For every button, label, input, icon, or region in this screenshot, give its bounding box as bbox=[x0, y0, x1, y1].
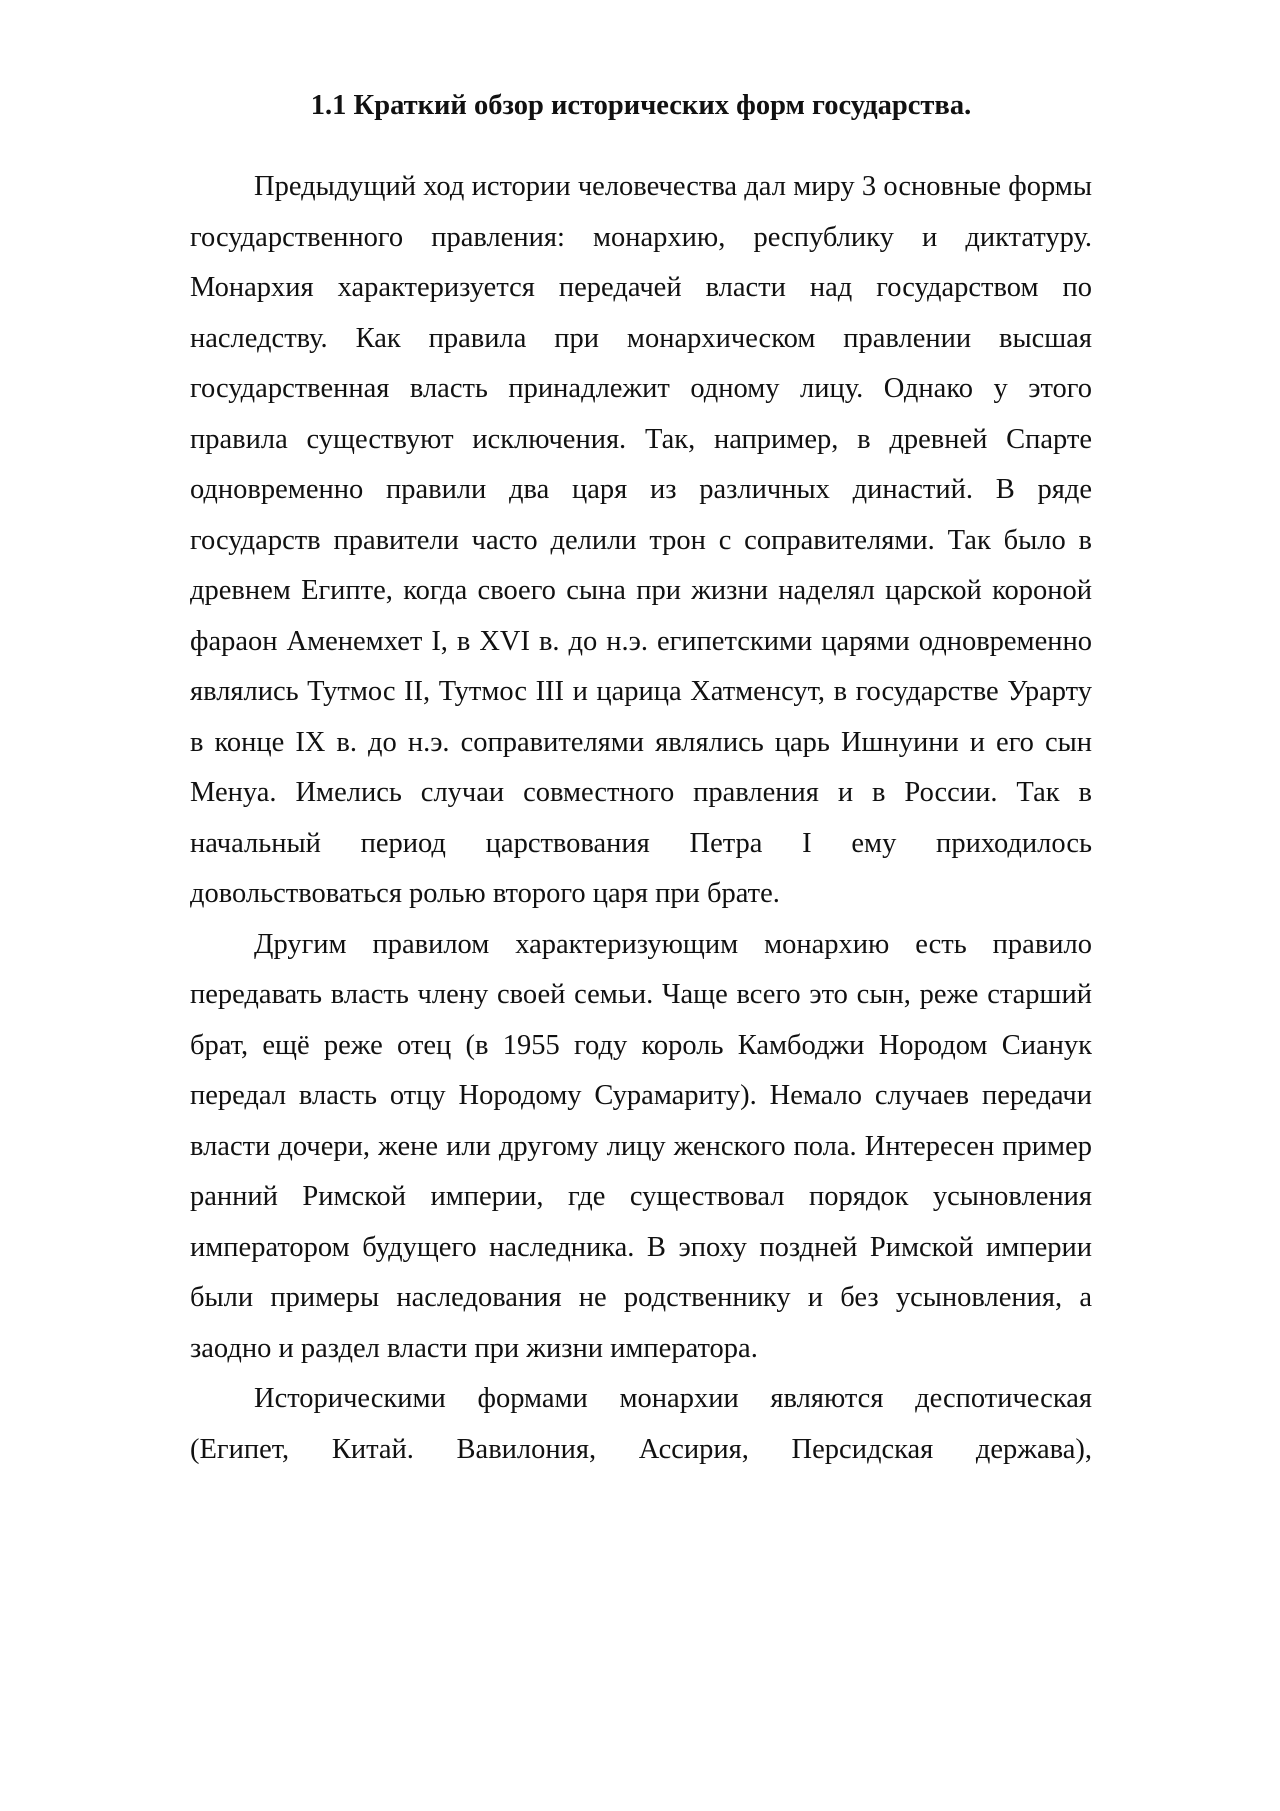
paragraph-3: Историческими формами монархии являются деспотическая (Египет, Китай. Вавилония, Ассирия, Персидская держава), bbox=[190, 1383, 1092, 1465]
paragraph-2: Другим правилом характеризующим монархию есть правило передавать власть члену своей семьи. Чаще всего это сын, реже старший брат, ещё реже отец (в 1955 году король Камбоджи Нородом Сианук передал власть отцу Нородому Сурамариту). Немало случаев передачи власти дочери, жене или другому лицу женского пола. Интересен пример ранний Римской империи, где существовал порядок усыновления императором будущего наследника. В эпоху поздней Римской империи были примеры наследования не родственнику и без усыновления, а заодно и раздел власти при жизни императора. bbox=[190, 928, 1092, 1364]
document-body bbox=[190, 86, 1092, 1475]
section-title: 1.1 Краткий обзор исторических форм государства. bbox=[310, 90, 972, 121]
paragraph-1: Предыдущий ход истории человечества дал миру 3 основные формы государственного правления: монархию, республику и диктатуру. Монархия характеризуется передачей власти над государством по наследству. Как правила при монархическом правлении высшая государственная власть принадлежит одному лицу. Однако у этого правила существуют исключения. Так, например, в древней Спарте одновременно правили два царя из различных династий. В ряде государств правители часто делили трон с соправителями. Так было в древнем Египте, когда своего сына при жизни наделял царской короной фараон Аменемхет I, в XVI в. до н.э. египетскими царями одновременно являлись Тутмос II, Тутмос III и царица Хатменсут, в государстве Урарту в конце IX в. до н.э. соправителями являлись царь Ишнуини и его сын Менуа. Имелись случаи совместного правления и в России. Так в начальный период царствования Петра I ему приходилось довольствоваться ролью второго царя при брате. bbox=[190, 171, 1092, 909]
